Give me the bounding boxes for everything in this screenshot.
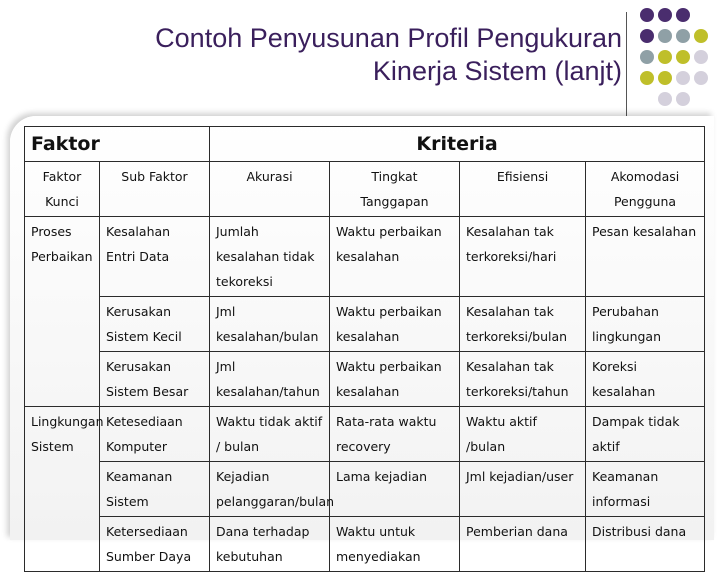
- cell-sub-faktor: Kesalahan Entri Data: [100, 217, 210, 297]
- slide-title-line2: Kinerja Sistem (lanjt): [372, 56, 622, 86]
- decorative-dot: [676, 29, 690, 43]
- decorative-dot: [658, 29, 672, 43]
- decorative-dot: [676, 8, 690, 22]
- decorative-dot: [640, 29, 654, 43]
- decorative-dot: [676, 50, 690, 64]
- table-row: [25, 517, 705, 572]
- decorative-dot-grid: [640, 8, 720, 118]
- header-kriteria: Kriteria: [210, 127, 705, 162]
- header-tingkat-tanggapan: Tingkat Tanggapan: [330, 162, 460, 217]
- decorative-dot: [694, 29, 708, 43]
- header-akomodasi-pengguna: Akomodasi Pengguna: [586, 162, 705, 217]
- header-sub-faktor: Sub Faktor: [100, 162, 210, 217]
- decorative-dot: [640, 71, 654, 85]
- cell-faktor-kunci: Lingkungan Sistem: [25, 407, 100, 572]
- kinerja-table: [24, 126, 705, 572]
- decorative-dot: [658, 92, 672, 106]
- header-akurasi: Akurasi: [210, 162, 330, 217]
- decorative-dot: [658, 50, 672, 64]
- cell-tingkat-tanggapan: Waktu untuk menyediakan: [330, 517, 460, 572]
- cell-tingkat-tanggapan: Waktu perbaikan kesalahan: [330, 217, 460, 297]
- cell-efisiensi: Kesalahan tak terkoreksi/hari: [460, 217, 586, 297]
- table-row: [25, 352, 705, 407]
- cell-sub-faktor: Ketesediaan Komputer: [100, 407, 210, 462]
- cell-akomodasi-pengguna: Dampak tidak aktif: [586, 407, 705, 462]
- decorative-dot: [658, 8, 672, 22]
- cell-efisiensi: Kesalahan tak terkoreksi/bulan: [460, 297, 586, 352]
- cell-akomodasi-pengguna: Distribusi dana: [586, 517, 705, 572]
- cell-tingkat-tanggapan: Rata-rata waktu recovery: [330, 407, 460, 462]
- decorative-dot: [676, 71, 690, 85]
- table-row: [25, 217, 705, 297]
- table-sub-header-row: [25, 162, 705, 217]
- cell-akurasi: Jumlah kesalahan tidak tekoreksi: [210, 217, 330, 297]
- cell-akomodasi-pengguna: Perubahan lingkungan: [586, 297, 705, 352]
- cell-sub-faktor: Kerusakan Sistem Kecil: [100, 297, 210, 352]
- cell-efisiensi: Pemberian dana: [460, 517, 586, 572]
- cell-tingkat-tanggapan: Lama kejadian: [330, 462, 460, 517]
- cell-akurasi: Waktu tidak aktif / bulan: [210, 407, 330, 462]
- decorative-dot: [694, 50, 708, 64]
- cell-efisiensi: Jml kejadian/user: [460, 462, 586, 517]
- cell-efisiensi: Kesalahan tak terkoreksi/tahun: [460, 352, 586, 407]
- cell-faktor-kunci: Proses Perbaikan: [25, 217, 100, 407]
- header-faktor-kunci: Faktor Kunci: [25, 162, 100, 217]
- decorative-dot: [676, 92, 690, 106]
- cell-akurasi: Kejadian pelanggaran/bulan: [210, 462, 330, 517]
- slide-title-line1: Contoh Penyusunan Profil Pengukuran: [155, 23, 622, 53]
- cell-sub-faktor: Kerusakan Sistem Besar: [100, 352, 210, 407]
- cell-tingkat-tanggapan: Waktu perbaikan kesalahan: [330, 297, 460, 352]
- cell-efisiensi: Waktu aktif /bulan: [460, 407, 586, 462]
- decorative-dot: [640, 50, 654, 64]
- cell-akomodasi-pengguna: Keamanan informasi: [586, 462, 705, 517]
- decorative-dot: [640, 8, 654, 22]
- slide-title: [62, 22, 622, 88]
- cell-sub-faktor: Keamanan Sistem: [100, 462, 210, 517]
- cell-tingkat-tanggapan: Waktu perbaikan kesalahan: [330, 352, 460, 407]
- header-faktor: Faktor: [25, 127, 210, 162]
- table-row: [25, 462, 705, 517]
- cell-akurasi: Jml kesalahan/bulan: [210, 297, 330, 352]
- cell-akurasi: Jml kesalahan/tahun: [210, 352, 330, 407]
- header-efisiensi: Efisiensi: [460, 162, 586, 217]
- table-top-header-row: [25, 127, 705, 162]
- decorative-dot: [694, 71, 708, 85]
- cell-sub-faktor: Ketersediaan Sumber Daya: [100, 517, 210, 572]
- cell-akomodasi-pengguna: Koreksi kesalahan: [586, 352, 705, 407]
- cell-akurasi: Dana terhadap kebutuhan: [210, 517, 330, 572]
- table-row: [25, 297, 705, 352]
- table-row: [25, 407, 705, 462]
- title-divider: [626, 12, 627, 116]
- decorative-dot: [658, 71, 672, 85]
- cell-akomodasi-pengguna: Pesan kesalahan: [586, 217, 705, 297]
